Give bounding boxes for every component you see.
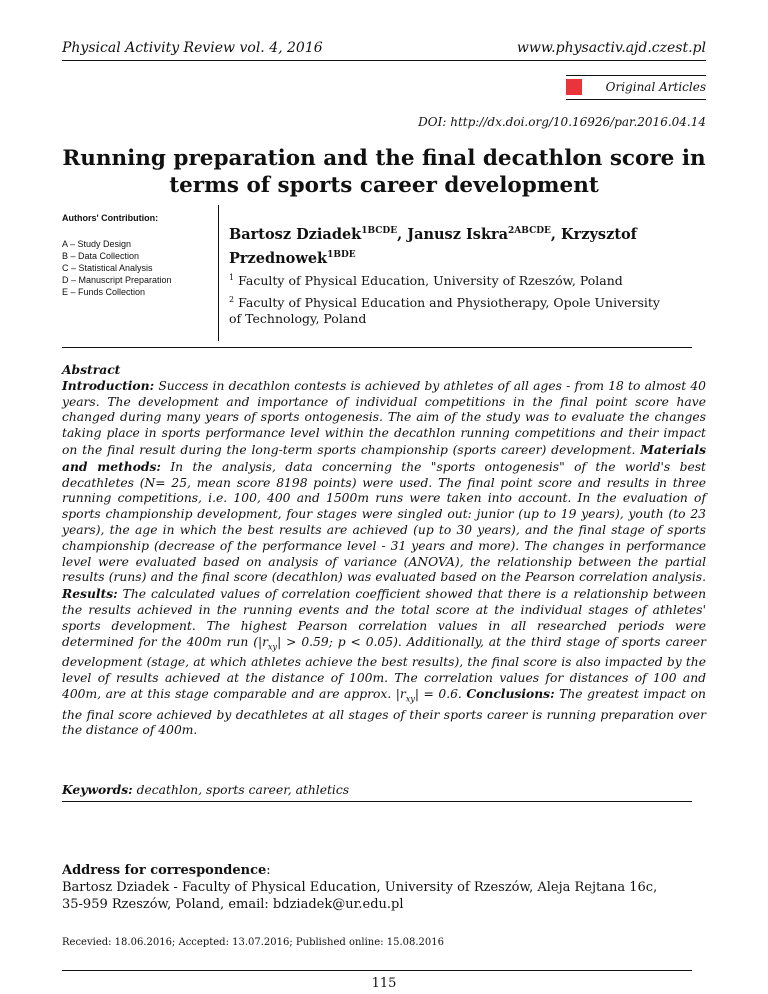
author-name: Bartosz Dziadek bbox=[229, 225, 362, 243]
abstract-conclusions-text: The greatest impact on the final score achieved by decathletes at all stages of their sports career is running preparation over the distance of 400m. bbox=[62, 687, 706, 738]
keywords-text: decathlon, sports career, athletics bbox=[136, 783, 350, 797]
abstract-heading: Abstract bbox=[62, 362, 121, 377]
correspondence-label: Address for correspondence bbox=[62, 863, 267, 878]
abstract-body bbox=[62, 378, 706, 739]
article-title: Running preparation and the final decathlon score in terms of sports career development bbox=[62, 146, 706, 198]
correspondence: Address for correspondence: Bartosz Dziadek - Faculty of Physical Education, University of Rzeszów, Aleja Rejtana 16c, 35-959 Rzeszów, Poland, email: bdziadek@ur.edu.pl bbox=[62, 862, 712, 913]
abstract bbox=[62, 362, 706, 739]
journal-name: Physical Activity Review vol. 4, 2016 bbox=[62, 40, 323, 56]
correspondence-line-2: 35-959 Rzeszów, Poland, email: bdziadek@ur.edu.pl bbox=[62, 897, 404, 912]
abstract-intro-label: Introduction: bbox=[62, 377, 155, 393]
contribution-item: C – Statistical Analysis bbox=[62, 263, 153, 273]
contribution-item: A – Study Design bbox=[62, 239, 132, 249]
affiliation-text: Faculty of Physical Education, University of Rzeszów, Poland bbox=[238, 273, 623, 289]
contribution-item: B – Data Collection bbox=[62, 251, 140, 261]
abstract-results-text-3: | = 0.6. bbox=[414, 687, 462, 702]
authors-contribution bbox=[62, 212, 212, 298]
article-type-rule-bottom bbox=[566, 99, 706, 100]
page-number: 115 bbox=[371, 976, 397, 991]
keywords bbox=[62, 782, 349, 797]
contribution-heading: Authors' Contribution: bbox=[62, 213, 159, 223]
author-name: Krzysztof Przednowek bbox=[229, 225, 637, 267]
abstract-methods-label: Materials and methods: bbox=[62, 441, 706, 474]
keywords-label: Keywords: bbox=[62, 782, 133, 797]
affiliation-1 bbox=[229, 270, 699, 289]
abstract-top-rule bbox=[62, 347, 692, 348]
journal-website[interactable]: www.physactiv.ajd.czest.pl bbox=[516, 40, 706, 56]
author-contribution-codes: 2ABCDE bbox=[508, 226, 551, 236]
column-divider bbox=[218, 205, 219, 341]
article-type-label: Original Articles bbox=[605, 80, 706, 94]
abstract-results-text-1: The calculated values of correlation coefficient showed that there is a relationship between the results achieved in the running events and the total score at the individual stages of athletes' sports development. The highest Pearson correlation values in all researched periods were determined for the 400m run (| bbox=[62, 587, 706, 649]
doi[interactable]: DOI: http://dx.doi.org/10.16926/par.2016.04.14 bbox=[418, 115, 706, 129]
affiliation-2 bbox=[229, 292, 669, 327]
correlation-subscript: xy bbox=[405, 694, 415, 704]
abstract-results-text-2: | > 0.59; p < 0.05). Additionally, at the third stage of sports career development (stage, at which athletes achieve the best results), the final score is also impacted by the level of results achieved at the distance of 100m. The correlation values for distances of 100 and 400m, are at this stage comparable and are approx. | bbox=[62, 634, 707, 702]
header-rule bbox=[62, 60, 706, 61]
author-contribution-codes: 1BCDE bbox=[361, 226, 398, 236]
correspondence-line-1: Bartosz Dziadek - Faculty of Physical Education, University of Rzeszów, Aleja Rejtana 16c, bbox=[62, 880, 658, 895]
abstract-methods-text: In the analysis, data concerning the "sports ontogenesis" of the world's best decathletes (N= 25, mean score 8198 points) were used. The final point score and results in three running competitions, i.e. 100, 400 and 1500m runs were taken into account. In the evaluation of sports championship development, four stages were singled out: junior (up to 19 years), youth (to 23 years), the age in which the best results are achieved (up to 30 years), and the final stage of sports championship (decrease of the performance level - 31 years and more). The changes in performance level were evaluated based on analysis of variance (ANOVA), the relationship between the partial results (runs) and the final score (decathlon) was evaluated based on the Pearson correlation analysis. bbox=[62, 459, 706, 585]
abstract-conclusions-label: Conclusions: bbox=[466, 686, 555, 702]
abstract-results-label: Results: bbox=[62, 586, 118, 602]
contribution-item: D – Manuscript Preparation bbox=[62, 275, 172, 285]
affiliation-number: 1 bbox=[229, 273, 235, 282]
affiliation-text: Faculty of Physical Education and Physiotherapy, Opole University of Technology, Poland bbox=[229, 295, 660, 327]
author-name: Janusz Iskra bbox=[407, 225, 509, 243]
article-type-marker bbox=[566, 79, 582, 95]
publication-dates: Recevied: 18.06.2016; Accepted: 13.07.2016; Published online: 15.08.2016 bbox=[62, 937, 444, 948]
affiliation-number: 2 bbox=[229, 295, 235, 304]
keywords-rule bbox=[62, 801, 692, 802]
author-list: Bartosz Dziadek$^{1BCDE}$, Janusz Iskra$^{2ABCDE}$, Krzysztof Przednowek$^{1BDE}$ bbox=[229, 225, 637, 267]
correlation-symbol: r bbox=[399, 687, 406, 702]
article-type-rule-top bbox=[566, 75, 706, 76]
footer-rule bbox=[62, 970, 692, 971]
abstract-intro-text: Success in decathlon contests is achieved by athletes of all ages - from 18 to almost 40 years. The development and importance of individual competitions in the final point score have changed during many years of sports ontogenesis. The aim of the study was to evaluate the changes taking place in sports performance level within the decathlon running competitions and their impact on the final result during the long-term sports championship (sports career) development. bbox=[62, 378, 706, 457]
author-contribution-codes: 1BDE bbox=[327, 249, 356, 260]
correlation-symbol: r bbox=[262, 634, 269, 649]
contribution-item: E – Funds Collection bbox=[62, 287, 146, 297]
correlation-subscript: xy bbox=[268, 642, 278, 651]
